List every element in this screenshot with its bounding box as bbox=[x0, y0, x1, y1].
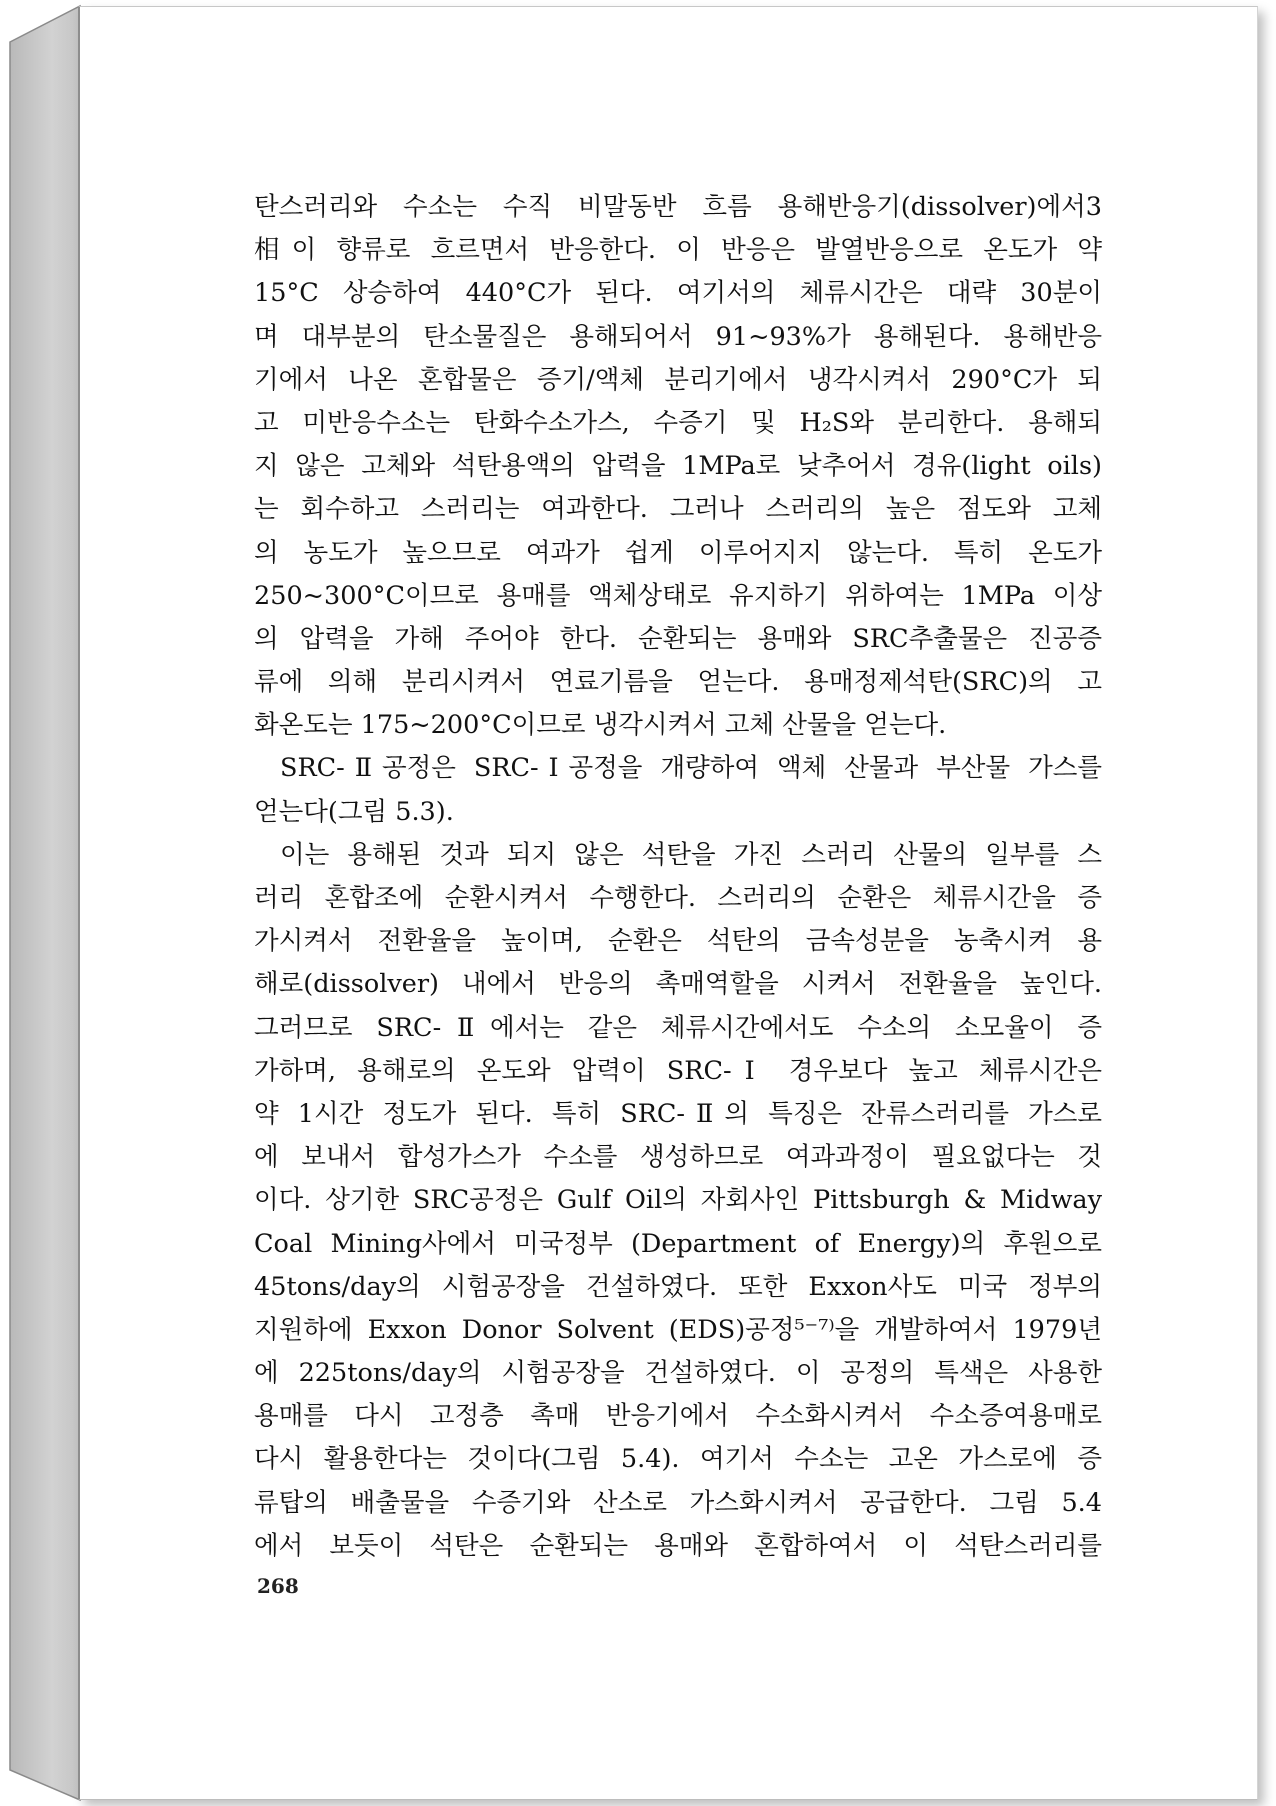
text-line: 에 225tons/day의 시험공장을 건설하였다. 이 공정의 특색은 사용한 bbox=[254, 1358, 1102, 1389]
text-line: 해로(dissolver) 내에서 반응의 촉매역할을 시켜서 전환율을 높인다. bbox=[254, 969, 1102, 1000]
text-line: 에서 보듯이 석탄은 순환되는 용매와 혼합하여서 이 석탄스러리를 bbox=[254, 1530, 1102, 1561]
text-line: 이는 용해된 것과 되지 않은 석탄을 가진 스러리 산물의 일부를 스 bbox=[280, 839, 1102, 870]
text-line: 류탑의 배출물을 수증기와 산소로 가스화시켜서 공급한다. 그림 5.4 bbox=[254, 1487, 1102, 1518]
text-line: 얻는다(그림 5.3). bbox=[254, 796, 454, 827]
text-line: 화온도는 175~200°C이므로 냉각시켜서 고체 산물을 얻는다. bbox=[254, 710, 947, 741]
text-line: Coal Mining사에서 미국정부 (Department of Energy)의 후원으로 bbox=[254, 1228, 1102, 1259]
text-line: 15°C 상승하여 440°C가 된다. 여기서의 체류시간은 대략 30분이 bbox=[254, 278, 1102, 309]
text-line: 에 보내서 합성가스가 수소를 생성하므로 여과과정이 필요없다는 것 bbox=[254, 1142, 1102, 1173]
text-line: 그러므로 SRC-Ⅱ에서는 같은 체류시간에서도 수소의 소모율이 증 bbox=[254, 1012, 1102, 1043]
text-line: 의 압력을 가해 주어야 한다. 순환되는 용매와 SRC추출물은 진공증 bbox=[254, 623, 1102, 654]
page-number: 268 bbox=[257, 1574, 299, 1598]
text-line: 가하며, 용해로의 온도와 압력이 SRC-Ⅰ 경우보다 높고 체류시간은 bbox=[254, 1055, 1102, 1086]
text-line: 는 회수하고 스러리는 여과한다. 그러나 스러리의 높은 점도와 고체 bbox=[254, 494, 1102, 525]
text-line: 이다. 상기한 SRC공정은 Gulf Oil의 자회사인 Pittsburgh & Midway bbox=[254, 1185, 1102, 1216]
text-line: 러리 혼합조에 순환시켜서 수행한다. 스러리의 순환은 체류시간을 증 bbox=[254, 883, 1102, 913]
text-line: 가시켜서 전환율을 높이며, 순환은 석탄의 금속성분을 농축시켜 용 bbox=[254, 926, 1102, 957]
text-line: 고 미반응수소는 탄화수소가스, 수증기 및 H₂S와 분리한다. 용해되 bbox=[254, 407, 1102, 438]
book-spine bbox=[0, 0, 90, 1806]
text-line: 相이 향류로 흐르면서 반응한다. 이 반응은 발열반응으로 온도가 약 bbox=[254, 235, 1102, 266]
text-line: SRC-Ⅱ공정은 SRC-Ⅰ공정을 개량하여 액체 산물과 부산물 가스를 bbox=[280, 753, 1102, 784]
text-line: 용매를 다시 고정층 촉매 반응기에서 수소화시켜서 수소증여용매로 bbox=[254, 1401, 1102, 1432]
body-text bbox=[254, 186, 1102, 1568]
text-line: 기에서 나온 혼합물은 증기/액체 분리기에서 냉각시켜서 290°C가 되 bbox=[254, 364, 1102, 395]
book-spine-shape bbox=[0, 0, 90, 1806]
text-line: 다시 활용한다는 것이다(그림 5.4). 여기서 수소는 고온 가스로에 증 bbox=[254, 1444, 1102, 1475]
text-line: 며 대부분의 탄소물질은 용해되어서 91~93%가 용해된다. 용해반응 bbox=[254, 321, 1102, 352]
text-line: 류에 의해 분리시켜서 연료기름을 얻는다. 용매정제석탄(SRC)의 고 bbox=[254, 667, 1102, 698]
text-line: 지 않은 고체와 석탄용액의 압력을 1MPa로 낮추어서 경유(light oils) bbox=[254, 451, 1102, 482]
text-line: 250~300°C이므로 용매를 액체상태로 유지하기 위하여는 1MPa 이상 bbox=[254, 580, 1102, 611]
text-line: 탄스러리와 수소는 수직 비말동반 흐름 용해반응기(dissolver)에서3 bbox=[254, 192, 1102, 222]
text-line: 약 1시간 정도가 된다. 특히 SRC-Ⅱ의 특징은 잔류스러리를 가스로 bbox=[254, 1098, 1102, 1129]
text-line: 45tons/day의 시험공장을 건설하였다. 또한 Exxon사도 미국 정부의 bbox=[254, 1271, 1102, 1302]
text-line: 지원하에 Exxon Donor Solvent (EDS)공정⁵⁻⁷⁾을 개발하여서 1979년 bbox=[254, 1314, 1102, 1345]
text-line: 의 농도가 높으므로 여과가 쉽게 이루어지지 않는다. 특히 온도가 bbox=[254, 537, 1102, 568]
